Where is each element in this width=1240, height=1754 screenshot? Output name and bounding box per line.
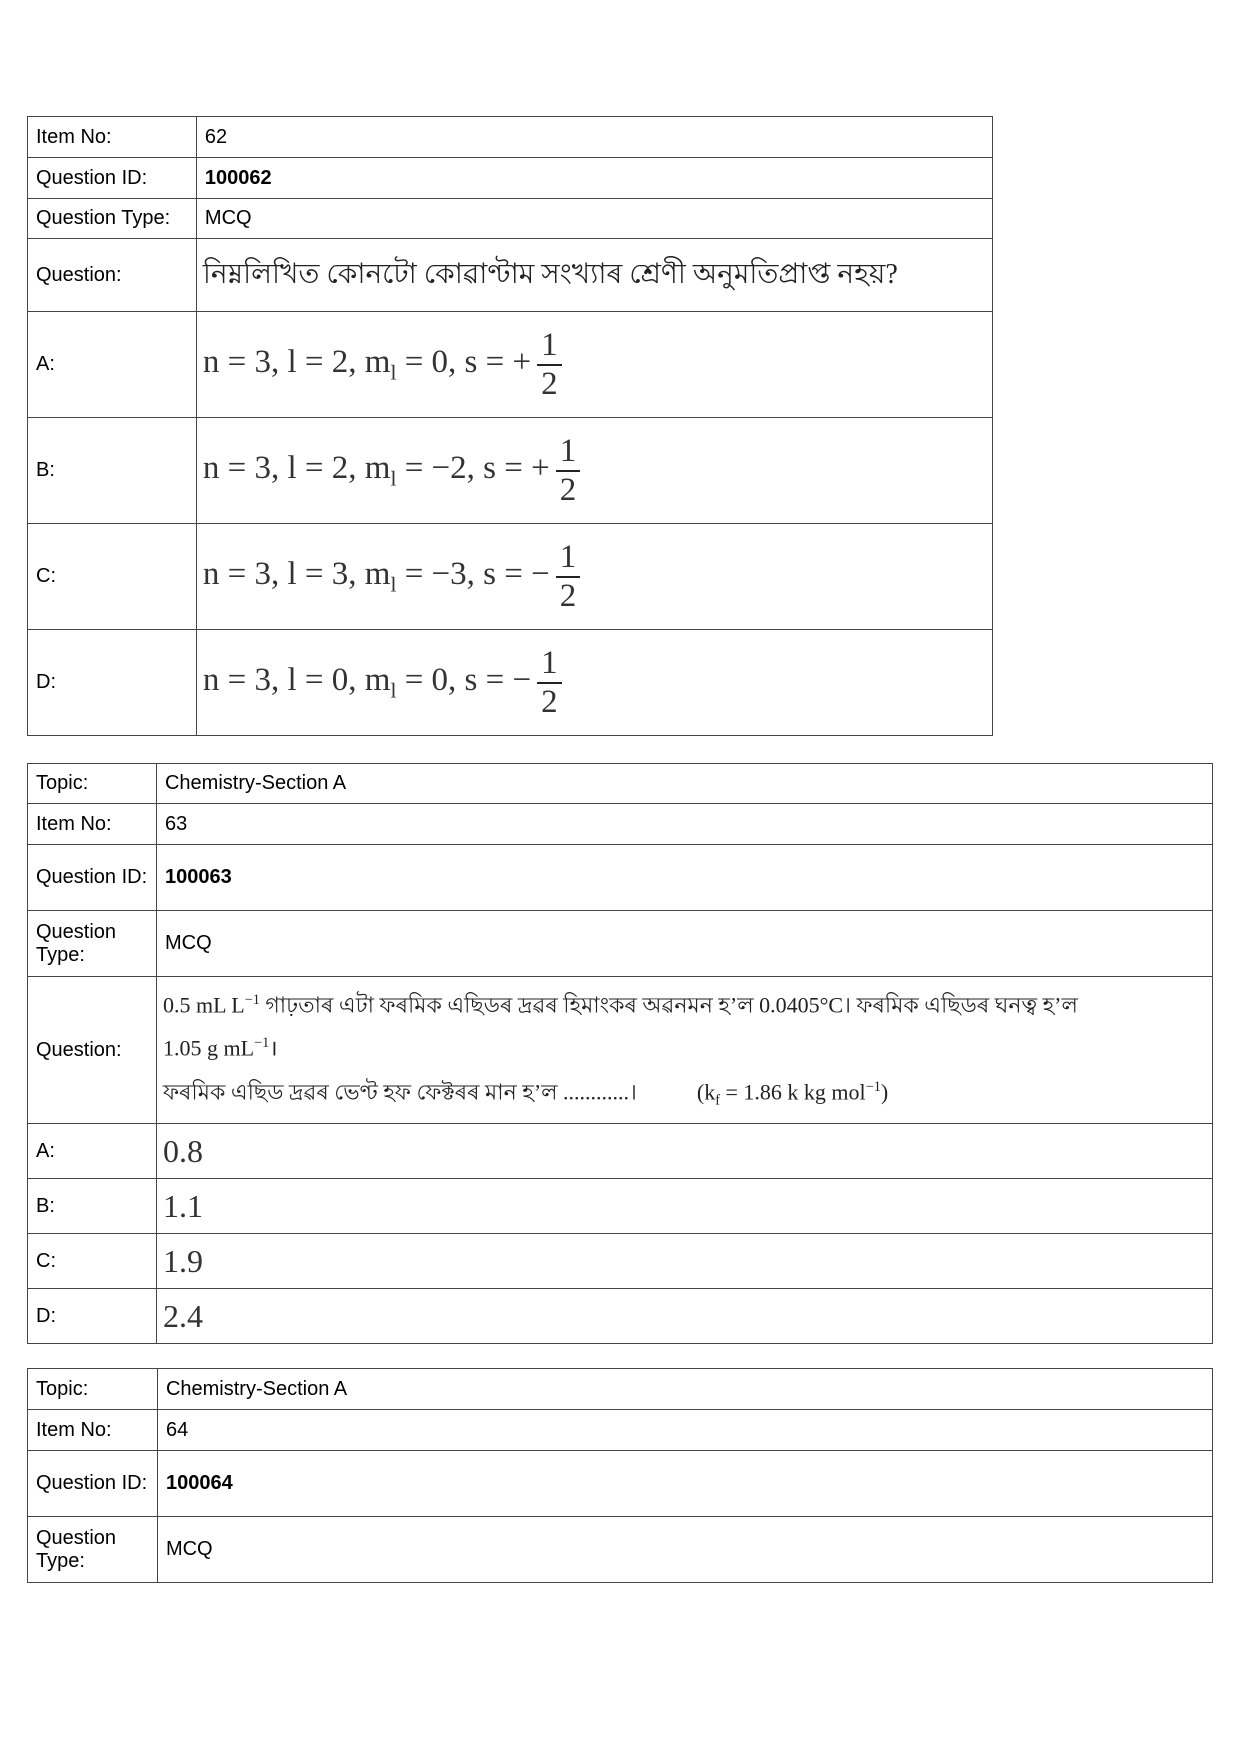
question-line-2: 1.05 g $mL^{-1}।$ bbox=[162, 1035, 278, 1061]
row-topic bbox=[28, 764, 1213, 804]
item-no-value: 64 bbox=[157, 1410, 1212, 1451]
option-value: 0.8 bbox=[156, 1124, 1212, 1179]
option-label: C: bbox=[28, 524, 197, 630]
option-row-a bbox=[28, 1124, 1213, 1179]
item-no-label: Item No: bbox=[28, 1410, 158, 1451]
row-item-no bbox=[28, 117, 993, 158]
option-label: D: bbox=[28, 1289, 157, 1344]
row-item-no bbox=[28, 804, 1213, 845]
option-row-a bbox=[28, 312, 993, 418]
topic-value: Chemistry-Section A bbox=[156, 764, 1212, 804]
option-row-b bbox=[28, 1179, 1213, 1234]
question-label: Question: bbox=[28, 977, 157, 1124]
question-type-value: MCQ bbox=[196, 199, 992, 239]
item-no-value: 62 bbox=[196, 117, 992, 158]
option-row-c bbox=[28, 524, 993, 630]
item-no-label: Item No: bbox=[28, 804, 157, 845]
question-type-label: Question Type: bbox=[28, 199, 197, 239]
question-line-1: 0.5 mL $L^{-1}$ গাঢ়তাৰ এটা ফৰমিক এছিডৰ দ্ৰৱৰ হিমাংকৰ অৱনমন হ’ল 0.0405°C। ফৰমিক এছিডৰ ঘনত্ব হ’ল bbox=[162, 992, 1078, 1018]
item-no-value: 63 bbox=[156, 804, 1212, 845]
option-row-d bbox=[28, 630, 993, 736]
question-id-label: Question ID: bbox=[28, 845, 157, 911]
row-question-id bbox=[28, 845, 1213, 911]
row-topic bbox=[28, 1369, 1213, 1410]
question-table-64 bbox=[27, 1368, 1213, 1583]
question-type-label: Question Type: bbox=[28, 911, 157, 977]
row-question-id bbox=[28, 158, 993, 199]
option-label: B: bbox=[28, 418, 197, 524]
question-line-3: ফৰমিক এছিড দ্ৰৱৰ ভেণ্ট হফ ফেক্টৰৰ মান হ’ল ............। ($k_f = 1.86$ k kg mol$^{-1}$) bbox=[162, 1078, 889, 1109]
option-row-b bbox=[28, 418, 993, 524]
option-row-d bbox=[28, 1289, 1213, 1344]
question-type-label: Question Type: bbox=[28, 1517, 158, 1583]
topic-label: Topic: bbox=[28, 764, 157, 804]
option-expression: n = 3, l = 0, $m_l = 0$, s = − $\frac{1}{2}$ bbox=[196, 630, 992, 736]
question-text bbox=[156, 977, 1212, 1124]
question-id-label: Question ID: bbox=[28, 1451, 158, 1517]
option-label: C: bbox=[28, 1234, 157, 1289]
option-value: 1.1 bbox=[156, 1179, 1212, 1234]
item-no-label: Item No: bbox=[28, 117, 197, 158]
option-value: 1.9 bbox=[156, 1234, 1212, 1289]
option-expression: n = 3, l = 3, $m_l = -3$, s = − $\frac{1}{2}$ bbox=[196, 524, 992, 630]
row-question-type bbox=[28, 1517, 1213, 1583]
option-label: A: bbox=[28, 312, 197, 418]
question-id-value: 100064 bbox=[165, 1472, 233, 1494]
question-id-value: 100063 bbox=[164, 866, 232, 888]
row-item-no bbox=[28, 1410, 1213, 1451]
row-question bbox=[28, 977, 1213, 1124]
option-value: 2.4 bbox=[156, 1289, 1212, 1344]
option-label: D: bbox=[28, 630, 197, 736]
row-question-type bbox=[28, 199, 993, 239]
row-question bbox=[28, 239, 993, 312]
question-label: Question: bbox=[28, 239, 197, 312]
option-label: A: bbox=[28, 1124, 157, 1179]
question-table-63 bbox=[27, 763, 1213, 1344]
question-id-label: Question ID: bbox=[28, 158, 197, 199]
question-type-value: MCQ bbox=[157, 1517, 1212, 1583]
question-type-value: MCQ bbox=[156, 911, 1212, 977]
row-question-id bbox=[28, 1451, 1213, 1517]
topic-label: Topic: bbox=[28, 1369, 158, 1410]
option-label: B: bbox=[28, 1179, 157, 1234]
topic-value: Chemistry-Section A bbox=[157, 1369, 1212, 1410]
option-expression: n = 3, l = 2, $m_l = -2$, s = + $\frac{1}{2}$ bbox=[196, 418, 992, 524]
question-table-62 bbox=[27, 116, 993, 736]
question-text: নিম্নলিখিত কোনটো কোৱাণ্টাম সংখ্যাৰ শ্ৰেণী অনুমতিপ্ৰাপ্ত নহয়? bbox=[196, 239, 992, 312]
option-row-c bbox=[28, 1234, 1213, 1289]
question-id-value: 100062 bbox=[204, 166, 272, 189]
option-expression: n = 3, l = 2, $m_l = 0$, s = + $\frac{1}{2}$ bbox=[196, 312, 992, 418]
row-question-type bbox=[28, 911, 1213, 977]
